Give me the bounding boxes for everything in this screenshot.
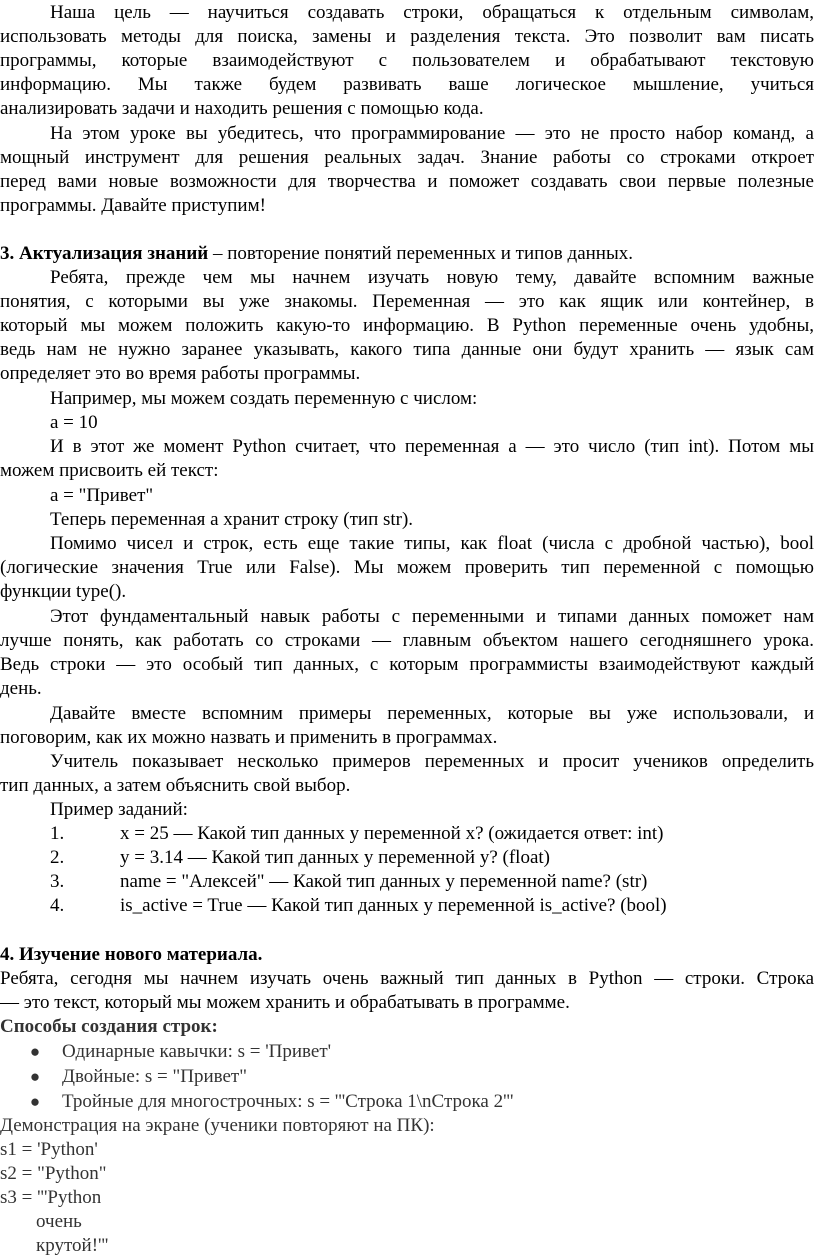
s4-p1-line-1: Ребята, сегодня мы начнем изучать очень важный тип данных в Python — строки. Строка (0, 968, 814, 989)
task-text: is_active = True — Какой тип данных у переменной is_active? (bool) (120, 895, 667, 916)
s3-p7-line-1: Учитель показывает несколько примеров переменных и просит учеников определить (50, 751, 814, 772)
intro-p2-line-3: перед вами новые возможности для творчества и поможет создавать свои первые полезные (0, 171, 814, 192)
bullet-text: Одинарные кавычки: s = 'Привет' (62, 1041, 332, 1062)
intro-p2-line-4: программы. Давайте приступим! (0, 195, 266, 216)
bullet-text: Тройные для многострочных: s = '''Строка 1\nСтрока 2''' (62, 1091, 514, 1112)
section4-heading: 4. Изучение нового материала. (0, 944, 263, 965)
task-number: 3. (50, 871, 65, 892)
task-text: x = 25 — Какой тип данных у переменной x? (ожидается ответ: int) (120, 823, 664, 844)
bullet-icon: ● (29, 1092, 41, 1111)
s4-code-line-5: крутой!''' (36, 1235, 109, 1256)
s3-p5-line-4: день. (0, 678, 42, 699)
s4-demo-label: Демонстрация на экране (ученики повторяют на ПК): (0, 1115, 435, 1136)
s3-p5-line-2: лучше понять, как работать со строками — главным объектом нашего сегодняшнего урока. (0, 630, 814, 651)
s4-code-line-3: s3 = '''Python (0, 1187, 102, 1208)
s3-p2-line-1: И в этот же момент Python считает, что переменная a — это число (тип int). Потом мы (50, 436, 814, 457)
task-item (0, 894, 816, 918)
s3-p6-line-2: поговорим, как их можно назвать и применить в программах. (0, 727, 498, 748)
intro-p2-line-1: На этом уроке вы убедитесь, что программирование — это не просто набор команд, а (50, 123, 814, 144)
intro-p1-line-4: информацию. Мы также будем развивать ваше логическое мышление, учиться (0, 74, 814, 95)
s3-p4-line-2: (логические значения True или False). Мы можем проверить тип переменной с помощью (0, 557, 814, 578)
s3-p6-line-1: Давайте вместе вспомним примеры переменных, которые вы уже использовали, и (50, 703, 814, 724)
task-number: 2. (50, 847, 65, 868)
intro-p1-line-2: использовать методы для поиска, замены и разделения текста. Это позволит вам писать (0, 26, 814, 47)
s3-p5-line-1: Этот фундаментальный навык работы с переменными и типами данных поможет нам (50, 606, 814, 627)
s3-code-2: a = "Привет" (50, 485, 154, 506)
s3-code-1: a = 10 (50, 412, 98, 433)
s3-tasks-label: Пример заданий: (50, 799, 188, 820)
s3-p4-line-1: Помимо чисел и строк, есть еще такие типы, как float (числа с дробной частью), bool (50, 533, 814, 554)
task-text: y = 3.14 — Какой тип данных у переменной y? (float) (120, 847, 550, 868)
s3-p1-line-3: который мы можем положить какую-то информацию. В Python переменные очень удобны, (0, 315, 814, 336)
s4-subheading: Способы создания строк: (0, 1016, 218, 1037)
task-item (0, 870, 816, 894)
s3-example-intro: Например, мы можем создать переменную с числом: (50, 388, 478, 409)
s4-p1-line-2: — это текст, который мы можем хранить и обрабатывать в программе. (0, 992, 570, 1013)
intro-p1-line-3: программы, которые взаимодействуют с пользователем и обрабатывают текстовую (0, 50, 814, 71)
bullet-icon: ● (29, 1042, 41, 1061)
task-number: 4. (50, 895, 65, 916)
s3-p4-line-3: функции type(). (0, 581, 127, 602)
s3-p1-line-2: понятия, с которыми вы уже знакомы. Переменная — это как ящик или контейнер, в (0, 291, 814, 312)
task-text: name = "Алексей" — Какой тип данных у переменной name? (str) (120, 871, 648, 892)
bullet-item (0, 1040, 816, 1064)
s3-p3: Теперь переменная a хранит строку (тип str). (50, 509, 414, 530)
s3-p1-line-1: Ребята, прежде чем мы начнем изучать новую тему, давайте вспомним важные (50, 267, 814, 288)
section3-heading-bold: 3. Актуализация знаний (0, 243, 209, 264)
s3-p1-line-5: определяет это во время работы программы. (0, 363, 361, 384)
task-number: 1. (50, 823, 65, 844)
section3-heading (0, 242, 816, 266)
bullet-item (0, 1090, 816, 1114)
s4-code-line-1: s1 = 'Python' (0, 1139, 98, 1160)
s3-p7-line-2: тип данных, а затем объяснить свой выбор. (0, 775, 351, 796)
task-item (0, 846, 816, 870)
s3-p5-line-3: Ведь строки — это особый тип данных, с которым программисты взаимодействуют каждый (0, 654, 814, 675)
bullet-item (0, 1065, 816, 1089)
bullet-text: Двойные: s = "Привет" (62, 1066, 247, 1087)
s3-p1-line-4: ведь нам не нужно заранее указывать, какого типа данные они будут хранить — язык сам (0, 339, 814, 360)
intro-p1-line-5: анализировать задачи и находить решения с помощью кода. (0, 98, 484, 119)
section3-heading-rest: – повторение понятий переменных и типов данных. (208, 243, 633, 264)
intro-p2-line-2: мощный инструмент для решения реальных задач. Знание работы со строками откроет (0, 147, 814, 168)
s4-code-line-4: очень (36, 1211, 82, 1232)
s4-code-line-2: s2 = "Python" (0, 1163, 107, 1184)
task-item (0, 822, 816, 846)
intro-p1-line-1: Наша цель — научиться создавать строки, обращаться к отдельным символам, (50, 2, 814, 23)
bullet-icon: ● (29, 1067, 41, 1086)
s3-p2-line-2: можем присвоить ей текст: (0, 460, 219, 481)
